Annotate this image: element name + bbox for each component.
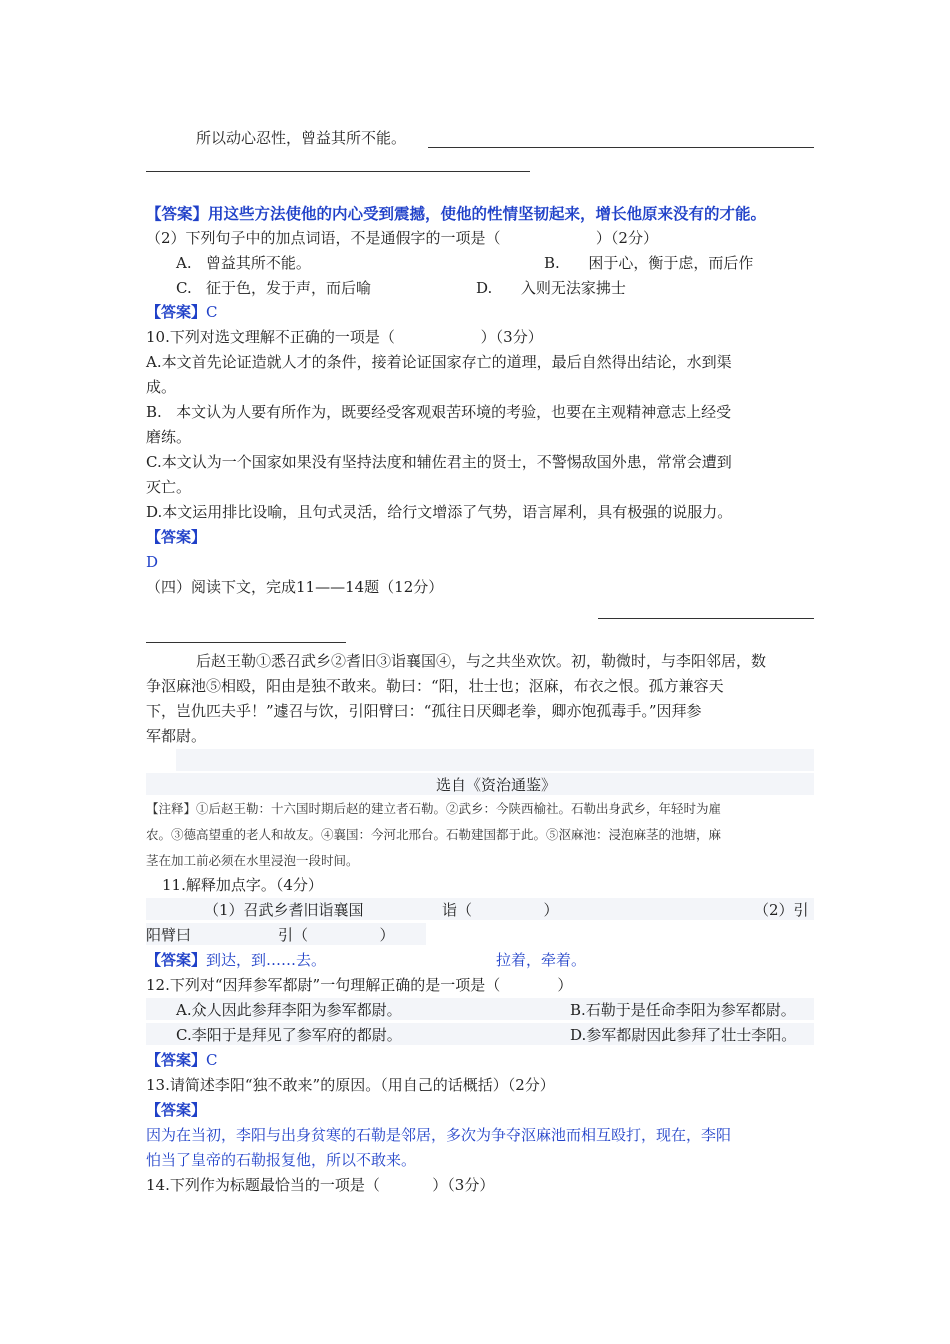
q9-sub2-stem: （2）下列句子中的加点词语，不是通假字的一项是（ ）（2分） (146, 229, 658, 247)
q10-answer-tag: 【答案】 (146, 528, 207, 546)
q11-stem: 11.解释加点字。（4分） (162, 876, 323, 894)
passage-line2: 争沤麻池⑤相殴，阳由是独不敢来。勒曰：“阳，壮士也；沤麻，布衣之恨。孤方兼容天 (146, 677, 724, 695)
q12-option-b: B.石勒于是任命李阳为参军都尉。 (570, 1001, 796, 1019)
q9-answer (146, 204, 766, 224)
q11-item2: （2）引 (754, 901, 809, 919)
q11-item2-cont: 阳臂曰 (146, 926, 192, 944)
answer-tag: 【答案】 (146, 303, 207, 321)
q13-answer-line2: 怕当了皇帝的石勒报复他，所以不敢来。 (146, 1151, 417, 1169)
q9-option-a: A. 曾益其所不能。 (176, 254, 311, 272)
q14-stem: 14.下列作为标题最恰当的一项是（ ）（3分） (146, 1176, 495, 1194)
q11-answer (146, 950, 326, 970)
blank-line (146, 642, 346, 643)
q13-stem: 13.请简述李阳“独不敢来”的原因。（用自己的话概括）（2分） (146, 1076, 555, 1094)
q10-option-b-line1: B. 本文认为人要有所作为，既要经受客观艰苦环境的考验，也要在主观精神意志上经受 (146, 403, 732, 421)
answer-tag: 【答案】 (146, 951, 207, 969)
blank-line (428, 147, 814, 148)
blank-line (146, 171, 530, 172)
note-line1: 【注释】①后赵王勒：十六国时期后赵的建立者石勒。②武乡：今陕西榆社。石勒出身武乡，年轻时为雇 (146, 801, 722, 816)
passage-line3: 下，岂仇匹夫乎！”遽召与饮，引阳臂曰：“孤往日厌卿老拳，卿亦饱孤毒手。”因拜参 (146, 702, 702, 720)
q10-option-c-line2: 灭亡。 (146, 478, 192, 496)
q13-answer-tag: 【答案】 (146, 1101, 207, 1119)
q11-item2-blank: 引（ ） (278, 926, 395, 944)
note-line2: 农。③德高望重的老人和故友。④襄国：今河北邢台。石勒建国都于此。⑤沤麻池：浸泡麻茎的池塘，麻 (146, 827, 722, 842)
q9-option-b: B. 困于心，衡于虑，而后作 (544, 254, 754, 272)
q10-option-a-line2: 成。 (146, 378, 177, 396)
answer-text: C (206, 1051, 218, 1069)
q12-stem: 12.下列对“因拜参军都尉”一句理解正确的是一项是（ ） (146, 976, 573, 994)
q13-answer-line1: 因为在当初，李阳与出身贫寒的石勒是邻居，多次为争夺沤麻池而相互殴打，现在，李阳 (146, 1126, 732, 1144)
q12-answer (146, 1050, 218, 1070)
q12-option-d: D.参军都尉因此参拜了壮士李阳。 (570, 1026, 797, 1044)
q12-option-c: C.李阳于是拜见了参军府的都尉。 (176, 1026, 402, 1044)
answer-tag: 【答案】 (146, 1051, 207, 1069)
q9-option-c: C. 征于色，发于声，而后喻 (176, 279, 372, 297)
q10-stem: 10.下列对选文理解不正确的一项是（ ）（3分） (146, 328, 543, 346)
q10-option-a-line1: A.本文首先论证造就人才的条件，接着论证国家存亡的道理，最后自然得出结论，水到渠 (146, 353, 732, 371)
q10-option-c-line1: C.本文认为一个国家如果没有坚持法度和辅佐君主的贤士，不警惕敌国外患，常常会遭到 (146, 453, 732, 471)
q11-item1-blank: 诣（ ） (442, 901, 559, 919)
answer-text: 用这些方法使他的内心受到震撼，使他的性情坚韧起来，增长他原来没有的才能。 (208, 204, 767, 223)
passage-source: 选自《资治通鉴》 (436, 776, 557, 794)
section4-heading: （四）阅读下文，完成11——14题（12分） (146, 578, 444, 596)
q9-option-d: D. 入则无法家拂士 (476, 279, 626, 297)
q11-item1: （1）召武乡耆旧诣襄国 (204, 901, 364, 919)
source-shade (176, 749, 814, 771)
q9-line-text: 所以动心忍性，曾益其所不能。 (196, 129, 407, 147)
q11-answer-2: 拉着，牵着。 (496, 951, 587, 969)
answer-text: C (206, 303, 218, 321)
passage-line4: 军都尉。 (146, 727, 207, 745)
q9-sub2-answer (146, 302, 218, 322)
q10-answer: D (146, 553, 159, 571)
note-line3: 茎在加工前必须在水里浸泡一段时间。 (146, 853, 359, 868)
answer-tag: 【答案】 (146, 204, 209, 223)
blank-line (598, 618, 814, 619)
q10-option-b-line2: 磨练。 (146, 428, 192, 446)
answer-text: 到达，到……去。 (206, 951, 327, 969)
q10-option-d: D.本文运用排比设喻，且句式灵活，给行文增添了气势，语言犀利，具有极强的说服力。 (146, 503, 733, 521)
q12-option-a: A.众人因此参拜李阳为参军都尉。 (176, 1001, 402, 1019)
passage-line1: 后赵王勒①悉召武乡②耆旧③诣襄国④，与之共坐欢饮。初，勒微时，与李阳邻居，数 (196, 652, 767, 670)
